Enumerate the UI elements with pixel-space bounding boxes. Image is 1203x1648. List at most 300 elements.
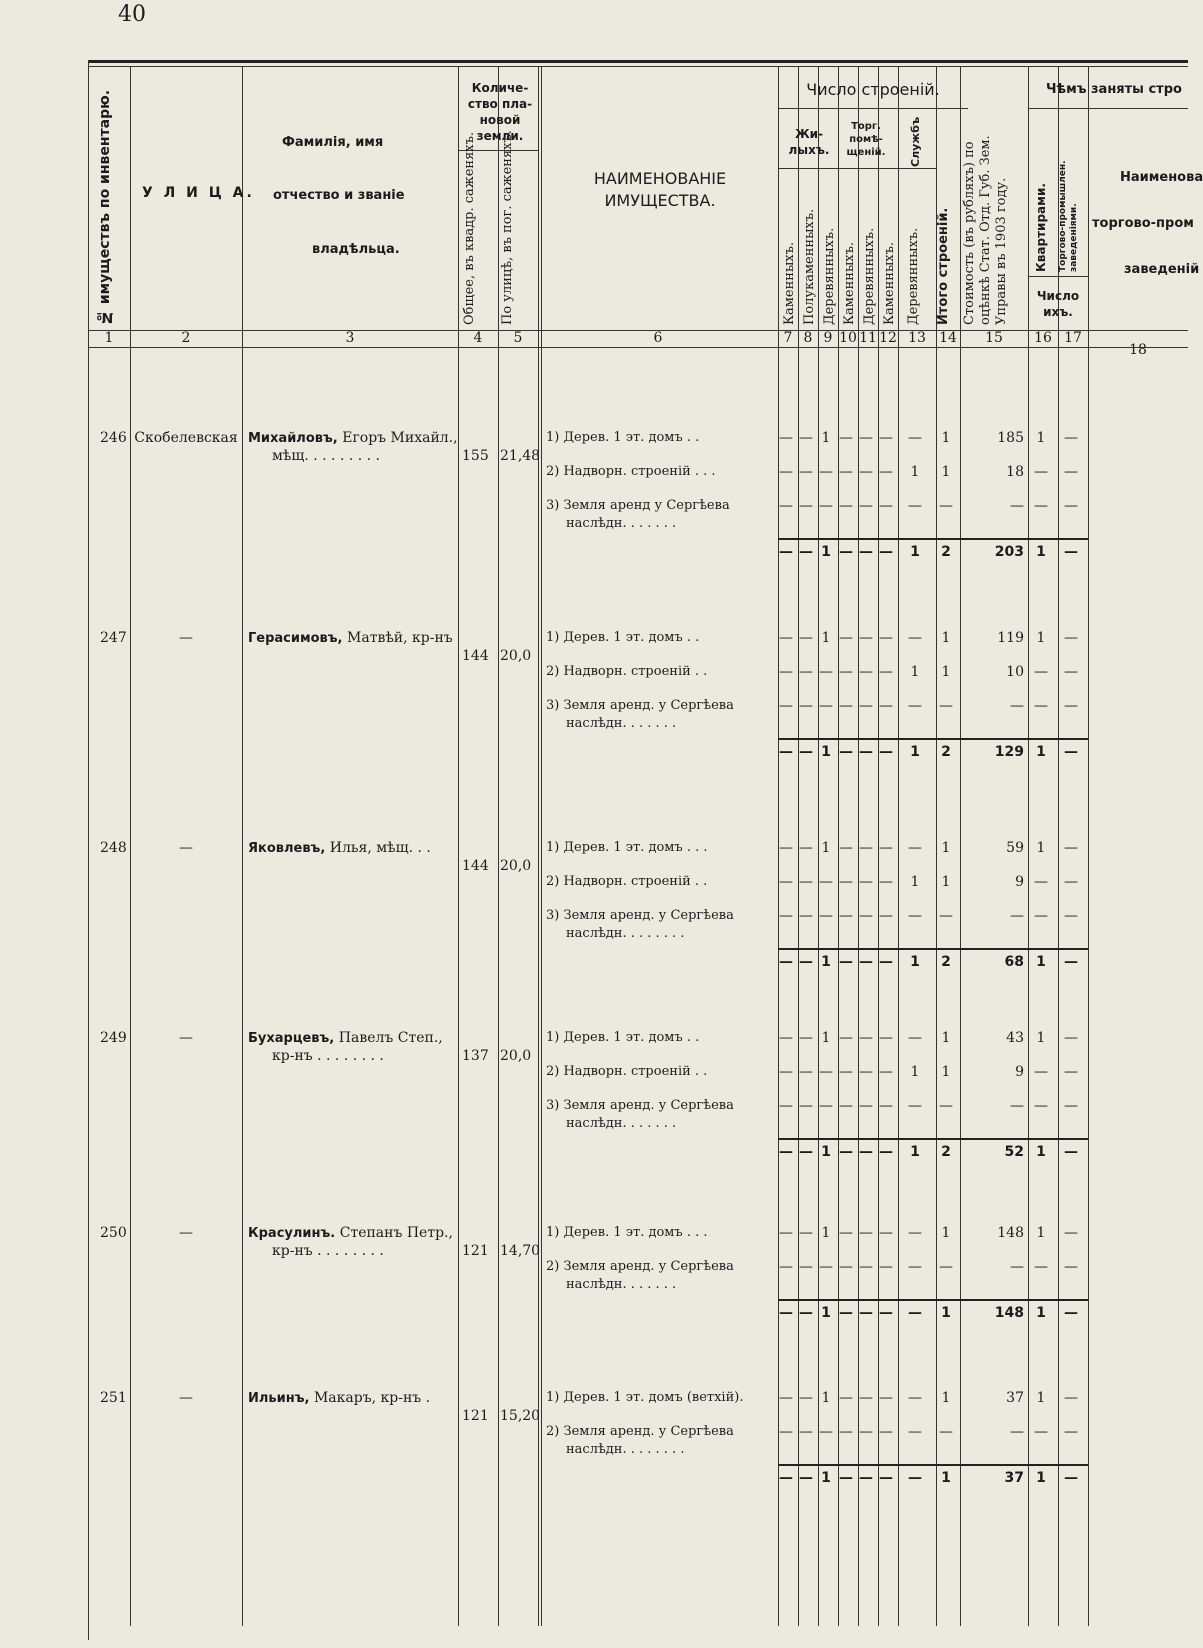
owner-surname: Герасимовъ, xyxy=(248,631,348,646)
owner-name: Павелъ Степ., xyxy=(338,1030,443,1046)
area: 121 xyxy=(462,1243,489,1259)
top-rule-inner xyxy=(88,66,1188,67)
data-cell: — xyxy=(908,1305,922,1321)
header-trade-l3: щеній. xyxy=(846,147,886,158)
property-item: 3) Земля аренд. у Сергѣева xyxy=(546,1098,734,1113)
owner-name: Степанъ Петр., xyxy=(339,1225,453,1241)
property-item: 2) Надворн. строеній . . xyxy=(546,664,708,679)
data-cell: 1 xyxy=(910,464,920,480)
data-cell: 1 xyxy=(821,744,831,760)
data-cell: — xyxy=(879,744,893,760)
data-cell: — xyxy=(839,1064,853,1080)
header-count xyxy=(1030,288,1086,320)
header-c7: Каменныхъ. xyxy=(782,241,797,325)
data-cell: 1 xyxy=(910,954,920,970)
data-cell: 1 xyxy=(821,1030,831,1046)
owner-name: Егоръ Михайл., xyxy=(342,430,458,446)
data-cell: — xyxy=(939,908,953,924)
data-cell: — xyxy=(1034,1259,1048,1275)
frontage: 15,20 xyxy=(500,1408,541,1424)
data-cell: 1 xyxy=(941,1225,951,1241)
property-item-cont: наслѣдн. . . . . . . xyxy=(566,716,677,731)
data-cell: — xyxy=(819,1259,833,1275)
header-c8: Полукаменныхъ. xyxy=(802,208,817,325)
header-service: Службъ xyxy=(909,116,922,167)
column-number: 8 xyxy=(803,330,813,346)
data-cell: 1 xyxy=(941,430,951,446)
frontage: 21,48 xyxy=(500,448,541,464)
data-cell: — xyxy=(859,664,873,680)
data-cell: 1 xyxy=(821,1390,831,1406)
data-cell: — xyxy=(839,840,853,856)
data-cell: — xyxy=(779,1030,793,1046)
data-cell: — xyxy=(1010,698,1024,714)
column-number: 17 xyxy=(1064,330,1082,346)
data-cell: — xyxy=(1064,1064,1078,1080)
data-cell: 1 xyxy=(1036,1030,1046,1046)
data-cell: — xyxy=(779,498,793,514)
data-cell: — xyxy=(859,1030,873,1046)
street: Скобелевская xyxy=(134,430,238,446)
street: — xyxy=(179,630,193,646)
header-c18-l1: Наименова xyxy=(1120,170,1203,185)
inventory-number: 248 xyxy=(100,840,127,856)
property-item-cont: наслѣдн. . . . . . . . xyxy=(566,926,685,941)
data-cell: — xyxy=(1064,1424,1078,1440)
data-cell: — xyxy=(799,464,813,480)
data-cell: — xyxy=(799,698,813,714)
data-cell: — xyxy=(819,698,833,714)
data-cell: — xyxy=(939,498,953,514)
data-cell: 1 xyxy=(821,630,831,646)
data-cell: 1 xyxy=(941,1470,951,1486)
data-cell: — xyxy=(859,874,873,890)
data-cell: — xyxy=(908,1030,922,1046)
data-cell: — xyxy=(839,1305,853,1321)
column-divider xyxy=(538,66,539,1626)
area: 144 xyxy=(462,648,489,664)
data-cell: 1 xyxy=(821,1144,831,1160)
property-item-cont: наслѣдн. . . . . . . xyxy=(566,1116,677,1131)
data-cell: 1 xyxy=(910,874,920,890)
data-cell: 52 xyxy=(1004,1144,1024,1160)
data-cell: — xyxy=(799,1030,813,1046)
column-divider xyxy=(541,66,542,1626)
frontage: 20,0 xyxy=(500,1048,532,1064)
data-cell: — xyxy=(1064,430,1078,446)
data-cell: — xyxy=(819,908,833,924)
total-rule xyxy=(778,1464,1088,1466)
data-cell: — xyxy=(779,544,793,560)
data-cell: — xyxy=(839,1390,853,1406)
header-c12: Каменныхъ. xyxy=(882,241,897,325)
data-cell: — xyxy=(799,1259,813,1275)
data-cell: 185 xyxy=(997,430,1024,446)
data-cell: 1 xyxy=(941,1064,951,1080)
data-cell: — xyxy=(779,874,793,890)
header-buildings: Число строеній. xyxy=(806,80,940,99)
street: — xyxy=(179,1225,193,1241)
data-cell: — xyxy=(819,498,833,514)
data-cell: — xyxy=(839,1030,853,1046)
area: 144 xyxy=(462,858,489,874)
header-trade-l2: помѣ- xyxy=(849,134,883,145)
area: 121 xyxy=(462,1408,489,1424)
column-number: 13 xyxy=(908,330,926,346)
header-trade-l1: Торг. xyxy=(851,121,881,132)
data-cell: — xyxy=(1010,1098,1024,1114)
data-cell: — xyxy=(859,464,873,480)
inventory-number: 246 xyxy=(100,430,127,446)
data-cell: — xyxy=(819,1064,833,1080)
owner-surname: Бухарцевъ, xyxy=(248,1031,339,1046)
column-number: 5 xyxy=(513,330,523,346)
col-number-rule xyxy=(88,347,1188,348)
owner-surname: Ильинъ, xyxy=(248,1391,314,1406)
data-cell: — xyxy=(799,630,813,646)
data-cell: — xyxy=(859,698,873,714)
data-cell: — xyxy=(859,1259,873,1275)
property-item: 2) Надворн. строеній . . xyxy=(546,1064,708,1079)
header-count-l2: ихъ. xyxy=(1043,305,1073,319)
data-cell: — xyxy=(859,1098,873,1114)
data-cell: — xyxy=(1010,1424,1024,1440)
data-cell: — xyxy=(879,874,893,890)
data-cell: — xyxy=(839,630,853,646)
data-cell: — xyxy=(779,664,793,680)
data-cell: — xyxy=(908,1470,922,1486)
data-cell: — xyxy=(859,744,873,760)
data-cell: — xyxy=(1064,1225,1078,1241)
data-cell: 1 xyxy=(1036,1144,1046,1160)
header-col5: По улицѣ, въ пог. саженяхъ. xyxy=(500,130,515,325)
data-cell: — xyxy=(779,1064,793,1080)
data-cell: — xyxy=(839,1259,853,1275)
data-cell: — xyxy=(1034,498,1048,514)
data-cell: — xyxy=(879,1305,893,1321)
area: 155 xyxy=(462,448,489,464)
property-item: 1) Дерев. 1 эт. домъ . . xyxy=(546,630,700,645)
column-number: 14 xyxy=(939,330,957,346)
data-cell: — xyxy=(1064,744,1078,760)
data-cell: — xyxy=(879,464,893,480)
data-cell: — xyxy=(1064,498,1078,514)
frontage: 20,0 xyxy=(500,858,532,874)
data-cell: 59 xyxy=(1006,840,1024,856)
owner xyxy=(248,1030,443,1046)
data-cell: 1 xyxy=(1036,954,1046,970)
column-number: 2 xyxy=(181,330,191,346)
header-col4: Общее, въ квадр. саженяхъ. xyxy=(462,131,477,325)
data-cell: 1 xyxy=(821,1470,831,1486)
data-cell: — xyxy=(799,1470,813,1486)
column-number: 3 xyxy=(345,330,355,346)
data-cell: — xyxy=(1064,544,1078,560)
data-cell: — xyxy=(779,1305,793,1321)
data-cell: — xyxy=(1064,1030,1078,1046)
data-cell: — xyxy=(879,1424,893,1440)
data-cell: 1 xyxy=(910,1064,920,1080)
header-living xyxy=(780,126,838,158)
column-number: 10 xyxy=(839,330,857,346)
total-rule xyxy=(778,1138,1088,1140)
data-cell: — xyxy=(908,1390,922,1406)
column-divider xyxy=(1088,66,1089,1626)
data-cell: — xyxy=(1064,1470,1078,1486)
data-cell: — xyxy=(839,1144,853,1160)
data-cell: — xyxy=(908,498,922,514)
data-cell: 1 xyxy=(821,1225,831,1241)
data-cell: — xyxy=(819,1098,833,1114)
data-cell: — xyxy=(859,1064,873,1080)
owner xyxy=(248,840,431,856)
data-cell: — xyxy=(859,1225,873,1241)
frontage: 14,70 xyxy=(500,1243,541,1259)
data-cell: 148 xyxy=(997,1225,1024,1241)
property-item: 2) Надворн. строеній . . . xyxy=(546,464,716,479)
data-cell: — xyxy=(859,1305,873,1321)
data-cell: — xyxy=(1064,1305,1078,1321)
owner-name: Илья, мѣщ. . . xyxy=(329,840,431,856)
data-cell: — xyxy=(859,1144,873,1160)
data-cell: — xyxy=(859,1424,873,1440)
data-cell: — xyxy=(799,498,813,514)
data-cell: — xyxy=(779,954,793,970)
header-col45-l3: новой xyxy=(479,113,521,127)
header-c17: Торгово-промышлен. заведеніями. xyxy=(1058,160,1079,272)
header-c13: Деревянныхъ. xyxy=(906,227,921,325)
data-cell: — xyxy=(1064,954,1078,970)
header-c11: Деревянныхъ. xyxy=(862,227,877,325)
header-living-l1: Жи- xyxy=(794,127,824,141)
buildings-subrule xyxy=(778,108,968,109)
owner xyxy=(248,630,453,646)
data-cell: — xyxy=(799,874,813,890)
data-cell: 1 xyxy=(941,840,951,856)
data-cell: — xyxy=(879,498,893,514)
column-divider xyxy=(498,66,499,1626)
property-item: 3) Земля аренд у Сергѣева xyxy=(546,498,730,513)
data-cell: — xyxy=(779,744,793,760)
data-cell: — xyxy=(839,1424,853,1440)
data-cell: — xyxy=(908,630,922,646)
data-cell: — xyxy=(1010,1259,1024,1275)
column-divider xyxy=(242,66,243,1626)
data-cell: 68 xyxy=(1004,954,1024,970)
column-number: 18 xyxy=(1129,342,1147,358)
data-cell: — xyxy=(859,498,873,514)
data-cell: — xyxy=(879,1259,893,1275)
data-cell: 203 xyxy=(994,544,1024,560)
data-cell: — xyxy=(1010,908,1024,924)
header-count-l1: Число xyxy=(1036,289,1080,303)
data-cell: 1 xyxy=(1036,1225,1046,1241)
street: — xyxy=(179,1030,193,1046)
total-rule xyxy=(778,538,1088,540)
data-cell: — xyxy=(1034,908,1048,924)
data-cell: — xyxy=(939,1098,953,1114)
inventory-number: 249 xyxy=(100,1030,127,1046)
data-cell: — xyxy=(1034,464,1048,480)
header-col1: № имуществъ по инвентарю. xyxy=(97,89,113,325)
property-item: 1) Дерев. 1 эт. домъ . . . xyxy=(546,1225,708,1240)
owner xyxy=(248,430,458,446)
data-cell: 119 xyxy=(997,630,1024,646)
data-cell: 18 xyxy=(1006,464,1024,480)
data-cell: — xyxy=(799,1305,813,1321)
data-cell: — xyxy=(1064,1259,1078,1275)
data-cell: — xyxy=(779,1390,793,1406)
data-cell: — xyxy=(839,464,853,480)
data-cell: — xyxy=(799,1390,813,1406)
property-item: 1) Дерев. 1 эт. домъ . . . xyxy=(546,840,708,855)
top-rule xyxy=(88,60,1188,63)
data-cell: — xyxy=(839,744,853,760)
data-cell: 37 xyxy=(1006,1390,1024,1406)
data-cell: — xyxy=(779,1144,793,1160)
data-cell: 148 xyxy=(994,1305,1024,1321)
data-cell: — xyxy=(1034,1098,1048,1114)
header-col3-l3: владѣльца. xyxy=(312,242,400,257)
owner-line2: кр-нъ . . . . . . . . xyxy=(272,1048,384,1064)
data-cell: — xyxy=(879,630,893,646)
street: — xyxy=(179,1390,193,1406)
data-cell: — xyxy=(799,430,813,446)
data-cell: 1 xyxy=(910,664,920,680)
data-cell: 1 xyxy=(910,544,920,560)
header-col6-l2: ИМУЩЕСТВА. xyxy=(604,191,716,210)
data-cell: — xyxy=(799,954,813,970)
data-cell: — xyxy=(839,1470,853,1486)
data-cell: 1 xyxy=(1036,1470,1046,1486)
inventory-number: 247 xyxy=(100,630,127,646)
data-cell: 2 xyxy=(941,1144,951,1160)
data-cell: — xyxy=(908,908,922,924)
owner-surname: Красулинъ. xyxy=(248,1226,340,1241)
header-c14: Итого строеній. xyxy=(936,207,951,325)
header-col45-l1: Количе- xyxy=(471,81,529,95)
data-cell: — xyxy=(799,840,813,856)
property-item-cont: наслѣдн. . . . . . . xyxy=(566,516,677,531)
data-cell: — xyxy=(879,1470,893,1486)
inventory-number: 251 xyxy=(100,1390,127,1406)
data-cell: — xyxy=(908,840,922,856)
data-cell: — xyxy=(908,1225,922,1241)
data-cell: — xyxy=(879,1225,893,1241)
data-cell: — xyxy=(799,544,813,560)
data-cell: 1 xyxy=(910,1144,920,1160)
data-cell: — xyxy=(859,954,873,970)
data-cell: — xyxy=(1064,698,1078,714)
data-cell: — xyxy=(799,908,813,924)
property-item-cont: наслѣдн. . . . . . . . xyxy=(566,1442,685,1457)
data-cell: — xyxy=(839,430,853,446)
data-cell: — xyxy=(839,664,853,680)
header-col6-l1: НАИМЕНОВАНІЕ xyxy=(593,169,727,188)
owner-name: Макаръ, кр-нъ . xyxy=(313,1390,431,1406)
data-cell: 9 xyxy=(1015,874,1024,890)
header-col6 xyxy=(560,168,760,212)
data-cell: 43 xyxy=(1006,1030,1024,1046)
data-cell: — xyxy=(859,908,873,924)
data-cell: — xyxy=(908,1259,922,1275)
column-divider xyxy=(458,66,459,1626)
column-number: 11 xyxy=(859,330,877,346)
data-cell: — xyxy=(839,698,853,714)
data-cell: — xyxy=(859,630,873,646)
column-number: 15 xyxy=(985,330,1003,346)
data-cell: — xyxy=(1010,498,1024,514)
data-cell: 1 xyxy=(821,840,831,856)
data-cell: 1 xyxy=(821,544,831,560)
data-cell: — xyxy=(799,1225,813,1241)
property-item: 3) Земля аренд. у Сергѣева xyxy=(546,698,734,713)
header-trade xyxy=(840,120,892,159)
data-cell: — xyxy=(1034,1064,1048,1080)
data-cell: — xyxy=(879,664,893,680)
owner-line2: кр-нъ . . . . . . . . xyxy=(272,1243,384,1259)
total-rule xyxy=(778,1299,1088,1301)
data-cell: — xyxy=(1034,874,1048,890)
data-cell: 1 xyxy=(941,1305,951,1321)
header-col2: У Л И Ц А. xyxy=(142,185,255,201)
data-cell: — xyxy=(819,1424,833,1440)
header-living-l2: лыхъ. xyxy=(788,143,830,157)
data-cell: 1 xyxy=(910,744,920,760)
column-number: 4 xyxy=(473,330,483,346)
data-cell: — xyxy=(839,498,853,514)
data-cell: — xyxy=(939,1424,953,1440)
data-cell: — xyxy=(1064,1144,1078,1160)
data-cell: 2 xyxy=(941,544,951,560)
property-item: 1) Дерев. 1 эт. домъ (ветхій). xyxy=(546,1390,744,1405)
data-cell: — xyxy=(799,744,813,760)
data-cell: — xyxy=(859,1390,873,1406)
data-cell: — xyxy=(879,954,893,970)
count-subrule xyxy=(1028,276,1088,277)
data-cell: — xyxy=(859,544,873,560)
property-item: 1) Дерев. 1 эт. домъ . . xyxy=(546,430,700,445)
data-cell: 1 xyxy=(941,1390,951,1406)
data-cell: — xyxy=(779,1470,793,1486)
data-cell: — xyxy=(859,840,873,856)
data-cell: 1 xyxy=(1036,630,1046,646)
property-item: 3) Земля аренд. у Сергѣева xyxy=(546,908,734,923)
data-cell: — xyxy=(839,544,853,560)
data-cell: — xyxy=(1064,630,1078,646)
column-number: 16 xyxy=(1034,330,1052,346)
data-cell: — xyxy=(1064,664,1078,680)
data-cell: 1 xyxy=(1036,1390,1046,1406)
data-cell: 1 xyxy=(941,1030,951,1046)
header-col3-l1: Фамилія, имя xyxy=(282,135,384,150)
data-cell: 1 xyxy=(1036,744,1046,760)
data-cell: — xyxy=(879,1098,893,1114)
data-cell: — xyxy=(839,1225,853,1241)
header-occupied: Чѣмъ заняты стро xyxy=(1046,82,1182,97)
data-cell: 37 xyxy=(1004,1470,1024,1486)
owner-surname: Яковлевъ, xyxy=(248,841,330,856)
data-cell: 1 xyxy=(941,464,951,480)
data-cell: 9 xyxy=(1015,1064,1024,1080)
data-cell: — xyxy=(1064,1098,1078,1114)
data-cell: 1 xyxy=(941,630,951,646)
data-cell: — xyxy=(839,954,853,970)
header-col45-l2: ство пла- xyxy=(467,97,533,111)
data-cell: — xyxy=(779,630,793,646)
data-cell: — xyxy=(779,698,793,714)
data-cell: — xyxy=(1064,840,1078,856)
